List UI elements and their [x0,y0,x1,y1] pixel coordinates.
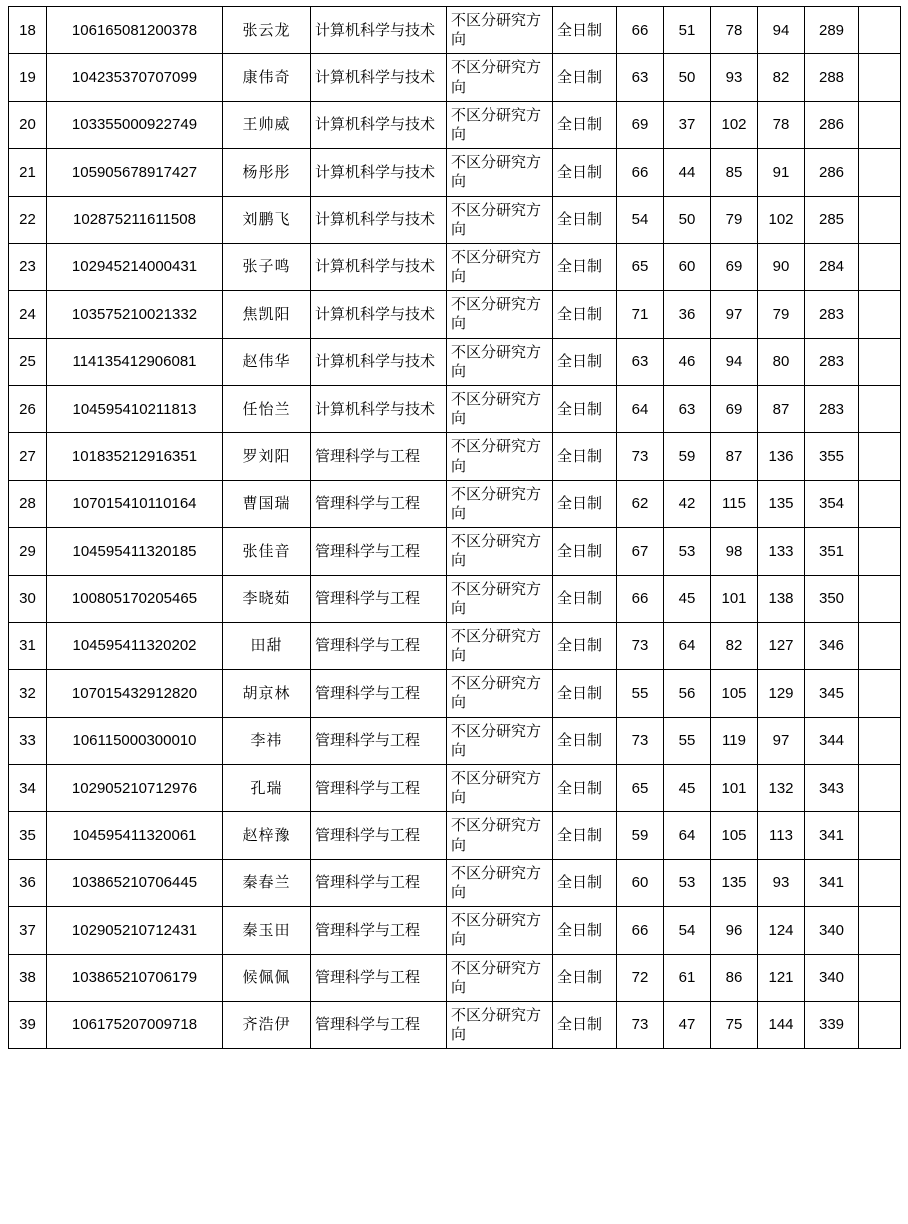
score-1: 73 [617,717,664,764]
research-direction: 不区分研究方向 [447,7,553,54]
remark [859,386,901,433]
major-name: 计算机科学与技术 [311,7,447,54]
study-type: 全日制 [553,907,617,954]
study-type: 全日制 [553,196,617,243]
research-direction: 不区分研究方向 [447,1001,553,1048]
table-row [9,670,901,717]
score-1: 73 [617,622,664,669]
research-direction: 不区分研究方向 [447,196,553,243]
table-row [9,149,901,196]
major-name: 管理科学与工程 [311,1001,447,1048]
major-name: 计算机科学与技术 [311,386,447,433]
total-score: 286 [805,149,859,196]
candidate-name: 秦春兰 [223,859,311,906]
score-1: 59 [617,812,664,859]
candidate-number: 102905210712431 [47,907,223,954]
score-1: 60 [617,859,664,906]
score-4: 94 [758,7,805,54]
study-type: 全日制 [553,433,617,480]
total-score: 343 [805,765,859,812]
study-type: 全日制 [553,954,617,1001]
row-index: 28 [9,480,47,527]
total-score: 341 [805,859,859,906]
candidate-number: 104595410211813 [47,386,223,433]
score-4: 121 [758,954,805,1001]
major-name: 管理科学与工程 [311,859,447,906]
total-score: 340 [805,907,859,954]
research-direction: 不区分研究方向 [447,386,553,433]
study-type: 全日制 [553,54,617,101]
score-1: 66 [617,907,664,954]
candidate-number: 102945214000431 [47,243,223,290]
study-type: 全日制 [553,386,617,433]
score-2: 55 [664,717,711,764]
remark [859,622,901,669]
candidate-number: 101835212916351 [47,433,223,480]
row-index: 30 [9,575,47,622]
score-1: 72 [617,954,664,1001]
study-type: 全日制 [553,149,617,196]
score-1: 71 [617,291,664,338]
candidate-number: 102905210712976 [47,765,223,812]
score-3: 119 [711,717,758,764]
score-3: 115 [711,480,758,527]
major-name: 计算机科学与技术 [311,338,447,385]
row-index: 36 [9,859,47,906]
major-name: 计算机科学与技术 [311,291,447,338]
score-3: 135 [711,859,758,906]
research-direction: 不区分研究方向 [447,575,553,622]
remark [859,433,901,480]
candidate-name: 焦凯阳 [223,291,311,338]
score-3: 105 [711,670,758,717]
row-index: 29 [9,528,47,575]
score-2: 45 [664,575,711,622]
row-index: 20 [9,101,47,148]
table-row [9,907,901,954]
score-4: 138 [758,575,805,622]
score-3: 86 [711,954,758,1001]
candidate-number: 105905678917427 [47,149,223,196]
remark [859,907,901,954]
remark [859,859,901,906]
remark [859,812,901,859]
score-4: 144 [758,1001,805,1048]
research-direction: 不区分研究方向 [447,907,553,954]
major-name: 计算机科学与技术 [311,149,447,196]
score-4: 124 [758,907,805,954]
research-direction: 不区分研究方向 [447,528,553,575]
total-score: 350 [805,575,859,622]
score-2: 64 [664,622,711,669]
table-row [9,101,901,148]
score-1: 62 [617,480,664,527]
score-3: 93 [711,54,758,101]
study-type: 全日制 [553,101,617,148]
table-row [9,528,901,575]
candidate-number: 106165081200378 [47,7,223,54]
table-row [9,622,901,669]
total-score: 283 [805,291,859,338]
total-score: 355 [805,433,859,480]
major-name: 管理科学与工程 [311,622,447,669]
research-direction: 不区分研究方向 [447,291,553,338]
study-type: 全日制 [553,812,617,859]
score-4: 102 [758,196,805,243]
candidate-number: 107015432912820 [47,670,223,717]
score-3: 105 [711,812,758,859]
total-score: 286 [805,101,859,148]
total-score: 340 [805,954,859,1001]
score-2: 45 [664,765,711,812]
candidate-name: 胡京林 [223,670,311,717]
major-name: 管理科学与工程 [311,670,447,717]
score-2: 37 [664,101,711,148]
table-row [9,54,901,101]
table-row [9,243,901,290]
score-2: 64 [664,812,711,859]
row-index: 26 [9,386,47,433]
study-type: 全日制 [553,765,617,812]
study-type: 全日制 [553,670,617,717]
score-2: 51 [664,7,711,54]
row-index: 25 [9,338,47,385]
score-4: 87 [758,386,805,433]
score-4: 127 [758,622,805,669]
total-score: 283 [805,386,859,433]
score-3: 101 [711,765,758,812]
table-row [9,954,901,1001]
total-score: 341 [805,812,859,859]
score-2: 46 [664,338,711,385]
total-score: 283 [805,338,859,385]
remark [859,1001,901,1048]
candidate-name: 康伟奇 [223,54,311,101]
score-2: 42 [664,480,711,527]
remark [859,149,901,196]
score-2: 50 [664,54,711,101]
score-3: 82 [711,622,758,669]
total-score: 346 [805,622,859,669]
table-row [9,1001,901,1048]
total-score: 285 [805,196,859,243]
score-4: 129 [758,670,805,717]
research-direction: 不区分研究方向 [447,859,553,906]
candidate-number: 104235370707099 [47,54,223,101]
candidate-name: 齐浩伊 [223,1001,311,1048]
score-3: 97 [711,291,758,338]
score-2: 47 [664,1001,711,1048]
row-index: 31 [9,622,47,669]
candidate-number: 103865210706445 [47,859,223,906]
candidate-number: 114135412906081 [47,338,223,385]
major-name: 计算机科学与技术 [311,101,447,148]
candidate-number: 102875211611508 [47,196,223,243]
research-direction: 不区分研究方向 [447,622,553,669]
research-direction: 不区分研究方向 [447,812,553,859]
score-4: 113 [758,812,805,859]
study-type: 全日制 [553,7,617,54]
remark [859,480,901,527]
remark [859,717,901,764]
study-type: 全日制 [553,859,617,906]
total-score: 288 [805,54,859,101]
candidate-name: 张子鸣 [223,243,311,290]
row-index: 37 [9,907,47,954]
score-2: 36 [664,291,711,338]
candidate-name: 赵伟华 [223,338,311,385]
remark [859,196,901,243]
research-direction: 不区分研究方向 [447,54,553,101]
candidate-name: 刘鹏飞 [223,196,311,243]
remark [859,338,901,385]
table-row [9,480,901,527]
score-4: 133 [758,528,805,575]
research-direction: 不区分研究方向 [447,338,553,385]
candidate-number: 106175207009718 [47,1001,223,1048]
study-type: 全日制 [553,622,617,669]
score-1: 66 [617,575,664,622]
major-name: 管理科学与工程 [311,433,447,480]
candidate-name: 任怡兰 [223,386,311,433]
score-4: 82 [758,54,805,101]
score-3: 96 [711,907,758,954]
table-row [9,338,901,385]
candidate-name: 田甜 [223,622,311,669]
score-3: 102 [711,101,758,148]
score-table-body [9,7,901,1049]
row-index: 23 [9,243,47,290]
candidate-name: 孔瑞 [223,765,311,812]
remark [859,54,901,101]
score-4: 90 [758,243,805,290]
score-2: 50 [664,196,711,243]
major-name: 管理科学与工程 [311,575,447,622]
candidate-number: 106115000300010 [47,717,223,764]
score-3: 85 [711,149,758,196]
score-3: 69 [711,243,758,290]
score-1: 63 [617,54,664,101]
score-1: 69 [617,101,664,148]
remark [859,954,901,1001]
study-type: 全日制 [553,480,617,527]
remark [859,243,901,290]
total-score: 344 [805,717,859,764]
candidate-number: 104595411320185 [47,528,223,575]
study-type: 全日制 [553,575,617,622]
remark [859,575,901,622]
research-direction: 不区分研究方向 [447,717,553,764]
score-4: 136 [758,433,805,480]
research-direction: 不区分研究方向 [447,670,553,717]
major-name: 管理科学与工程 [311,812,447,859]
table-row [9,386,901,433]
candidate-name: 秦玉田 [223,907,311,954]
research-direction: 不区分研究方向 [447,243,553,290]
table-row [9,196,901,243]
score-1: 55 [617,670,664,717]
score-3: 101 [711,575,758,622]
score-4: 97 [758,717,805,764]
row-index: 39 [9,1001,47,1048]
major-name: 计算机科学与技术 [311,196,447,243]
remark [859,7,901,54]
research-direction: 不区分研究方向 [447,433,553,480]
score-3: 78 [711,7,758,54]
total-score: 351 [805,528,859,575]
total-score: 339 [805,1001,859,1048]
score-3: 75 [711,1001,758,1048]
study-type: 全日制 [553,338,617,385]
remark [859,101,901,148]
candidate-number: 103865210706179 [47,954,223,1001]
score-4: 91 [758,149,805,196]
score-1: 73 [617,433,664,480]
research-direction: 不区分研究方向 [447,149,553,196]
study-type: 全日制 [553,243,617,290]
row-index: 32 [9,670,47,717]
total-score: 345 [805,670,859,717]
score-2: 54 [664,907,711,954]
score-3: 69 [711,386,758,433]
major-name: 管理科学与工程 [311,954,447,1001]
candidate-number: 107015410110164 [47,480,223,527]
score-1: 54 [617,196,664,243]
total-score: 284 [805,243,859,290]
table-row [9,859,901,906]
major-name: 管理科学与工程 [311,480,447,527]
row-index: 35 [9,812,47,859]
table-row [9,765,901,812]
score-3: 94 [711,338,758,385]
table-row [9,717,901,764]
candidate-name: 赵梓豫 [223,812,311,859]
score-1: 66 [617,149,664,196]
candidate-name: 候佩佩 [223,954,311,1001]
row-index: 38 [9,954,47,1001]
score-2: 61 [664,954,711,1001]
remark [859,670,901,717]
research-direction: 不区分研究方向 [447,954,553,1001]
table-row [9,291,901,338]
row-index: 33 [9,717,47,764]
score-1: 65 [617,243,664,290]
candidate-name: 杨彤彤 [223,149,311,196]
research-direction: 不区分研究方向 [447,480,553,527]
study-type: 全日制 [553,528,617,575]
table-row [9,812,901,859]
major-name: 计算机科学与技术 [311,54,447,101]
major-name: 管理科学与工程 [311,717,447,764]
score-1: 67 [617,528,664,575]
score-1: 73 [617,1001,664,1048]
remark [859,528,901,575]
candidate-number: 103355000922749 [47,101,223,148]
score-1: 66 [617,7,664,54]
row-index: 22 [9,196,47,243]
research-direction: 不区分研究方向 [447,101,553,148]
score-2: 59 [664,433,711,480]
score-2: 44 [664,149,711,196]
score-1: 63 [617,338,664,385]
total-score: 354 [805,480,859,527]
score-4: 93 [758,859,805,906]
candidate-name: 李晓茹 [223,575,311,622]
candidate-name: 张佳音 [223,528,311,575]
score-4: 132 [758,765,805,812]
score-1: 64 [617,386,664,433]
score-1: 65 [617,765,664,812]
major-name: 计算机科学与技术 [311,243,447,290]
score-2: 60 [664,243,711,290]
row-index: 34 [9,765,47,812]
major-name: 管理科学与工程 [311,765,447,812]
row-index: 24 [9,291,47,338]
major-name: 管理科学与工程 [311,907,447,954]
candidate-name: 张云龙 [223,7,311,54]
candidate-number: 104595411320202 [47,622,223,669]
row-index: 18 [9,7,47,54]
table-row [9,433,901,480]
score-4: 135 [758,480,805,527]
score-2: 63 [664,386,711,433]
study-type: 全日制 [553,291,617,338]
score-2: 53 [664,859,711,906]
table-row [9,7,901,54]
candidate-name: 罗刘阳 [223,433,311,480]
major-name: 管理科学与工程 [311,528,447,575]
score-2: 53 [664,528,711,575]
score-3: 79 [711,196,758,243]
research-direction: 不区分研究方向 [447,765,553,812]
table-row [9,575,901,622]
score-4: 80 [758,338,805,385]
study-type: 全日制 [553,717,617,764]
total-score: 289 [805,7,859,54]
score-2: 56 [664,670,711,717]
score-4: 78 [758,101,805,148]
candidate-name: 李祎 [223,717,311,764]
candidate-number: 104595411320061 [47,812,223,859]
row-index: 27 [9,433,47,480]
row-index: 19 [9,54,47,101]
row-index: 21 [9,149,47,196]
score-3: 87 [711,433,758,480]
score-table [8,6,901,1049]
candidate-number: 103575210021332 [47,291,223,338]
study-type: 全日制 [553,1001,617,1048]
candidate-number: 100805170205465 [47,575,223,622]
score-3: 98 [711,528,758,575]
remark [859,765,901,812]
remark [859,291,901,338]
score-4: 79 [758,291,805,338]
candidate-name: 曹国瑞 [223,480,311,527]
candidate-name: 王帅威 [223,101,311,148]
